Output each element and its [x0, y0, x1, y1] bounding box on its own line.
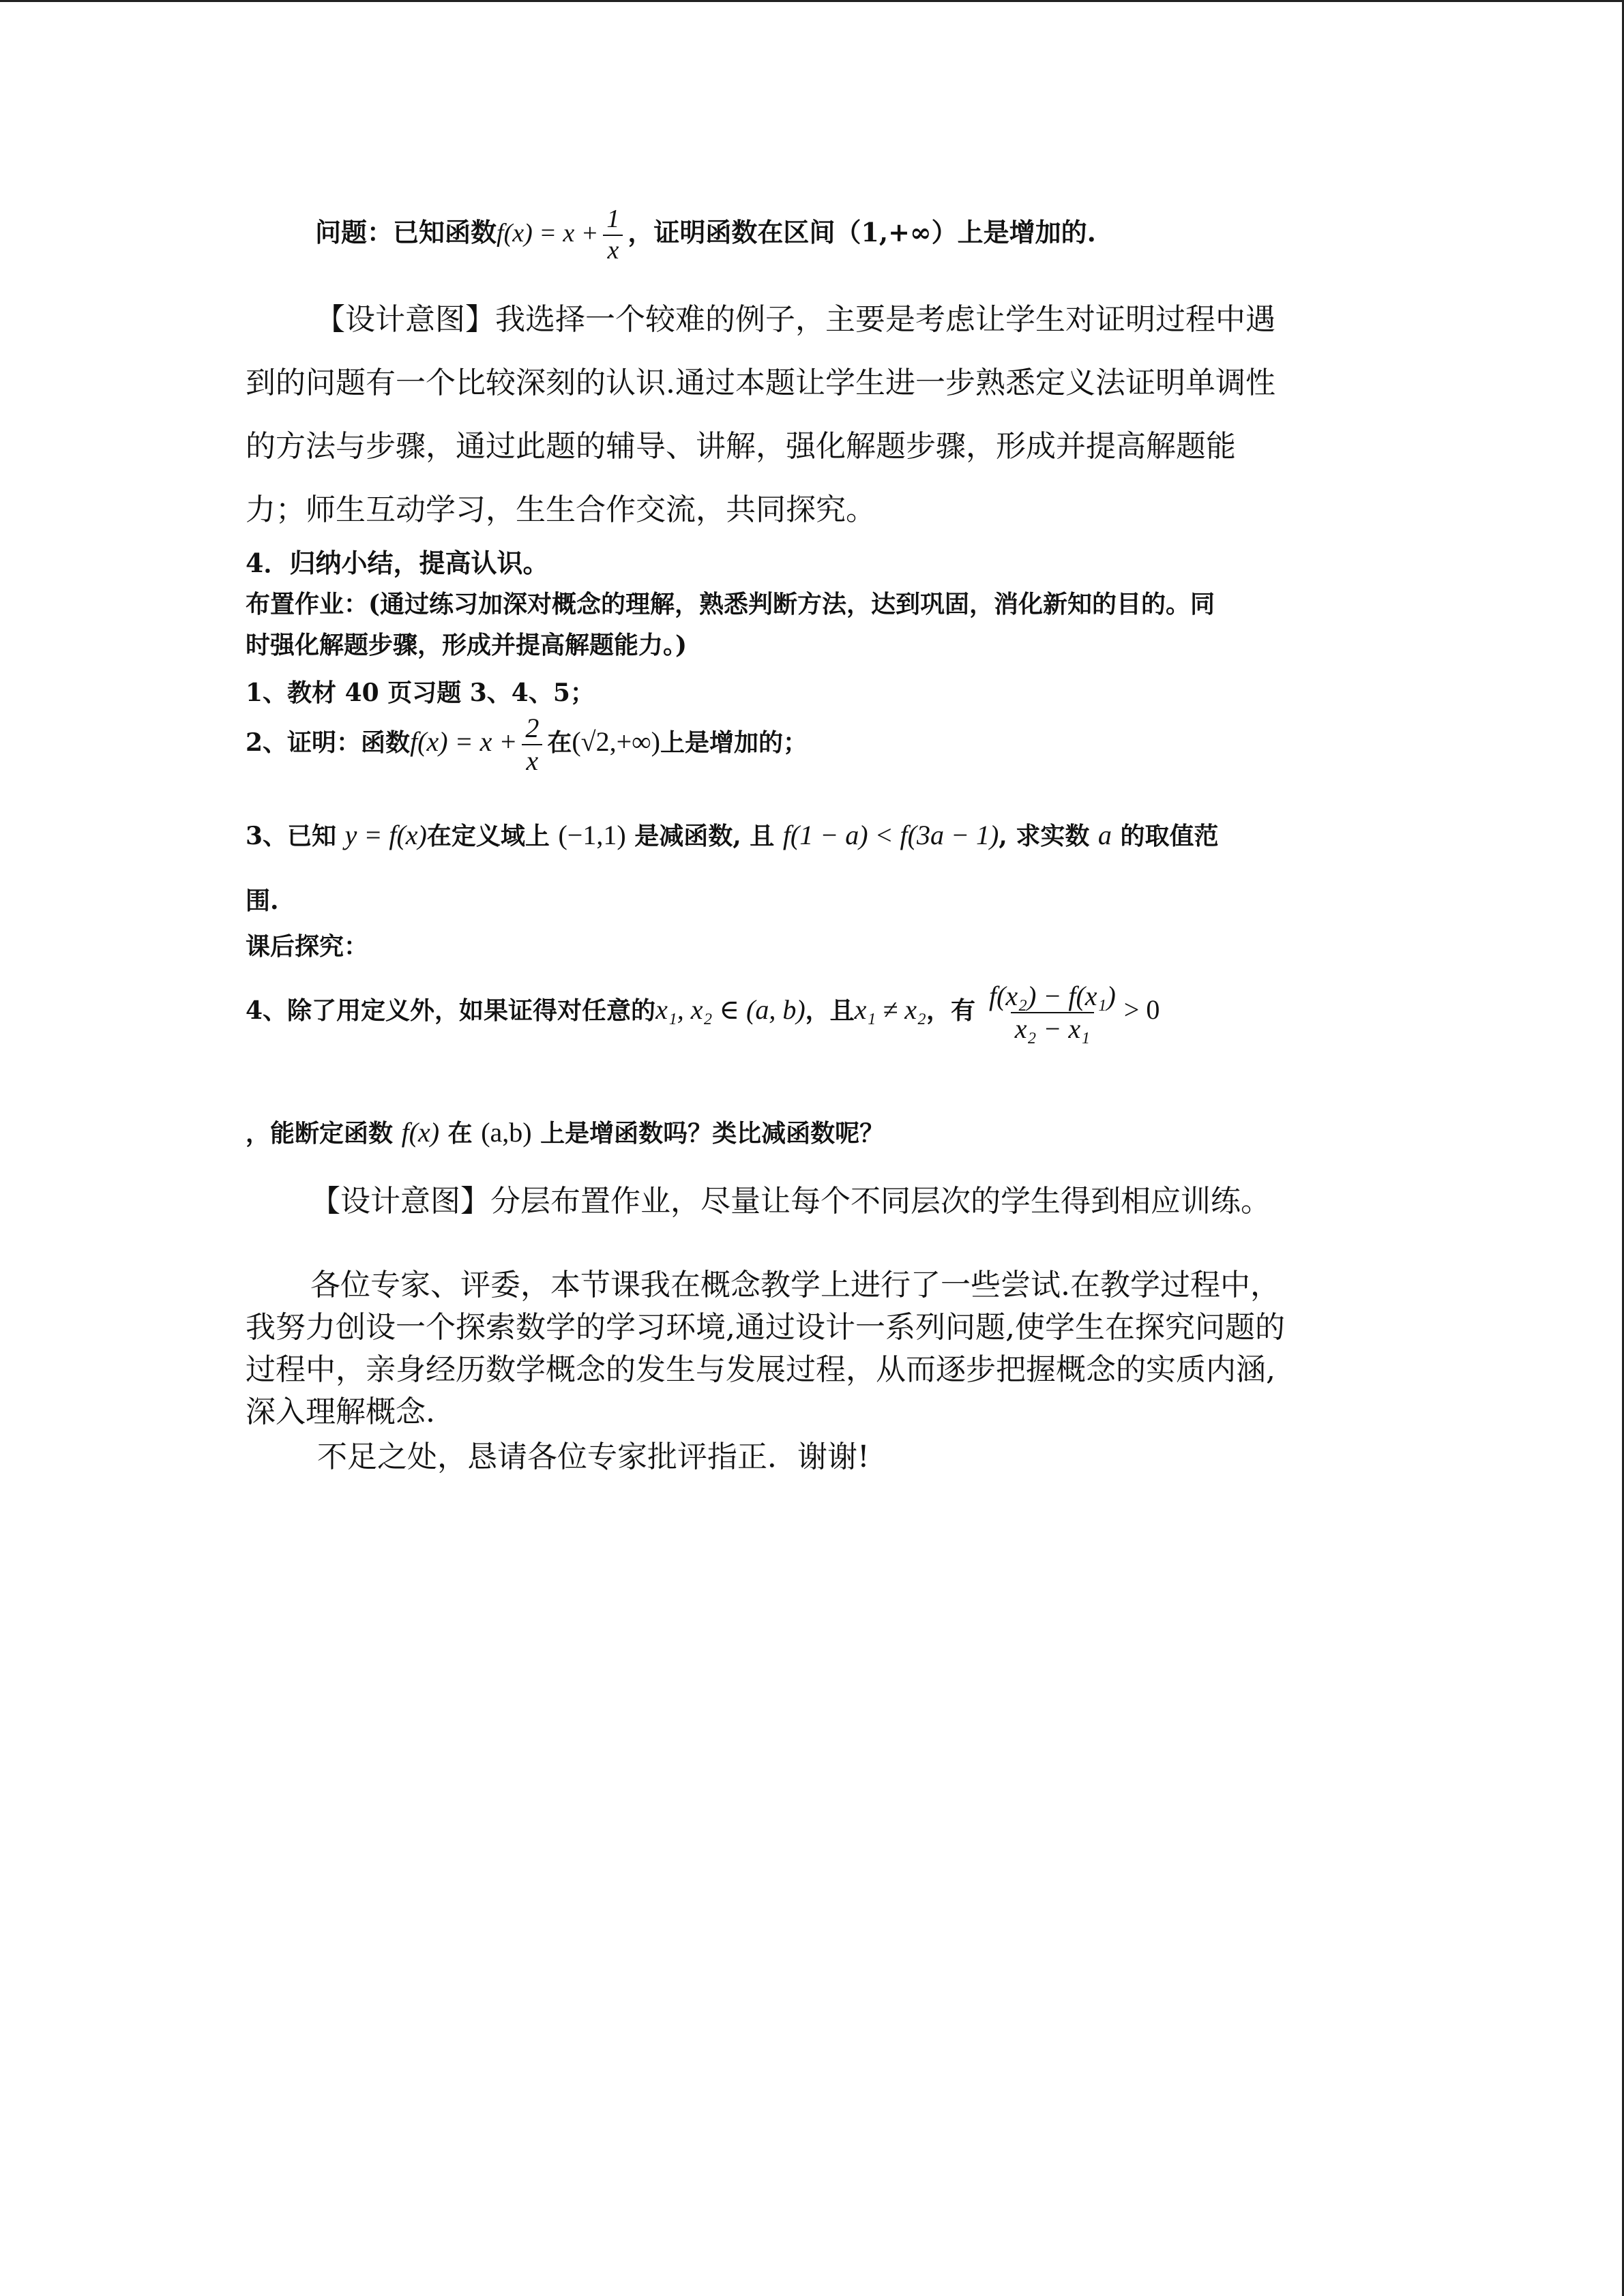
item4-frac-num: f(x₂) − f(x₁) — [988, 981, 1116, 1011]
homework-item3-inequality: f(1 − a) < f(3a − 1) — [782, 820, 999, 850]
homework-item2 — [246, 713, 808, 777]
homework-item2-mid: 在 — [547, 728, 572, 757]
closing-line4: 深入理解概念. — [246, 1395, 435, 1429]
closing-line2: 我努力创设一个探索数学的学习环境,通过设计一系列问题,使学生在探究问题的 — [246, 1310, 1285, 1345]
homework-item2-fraction — [521, 713, 543, 777]
item4-have: ，有 — [926, 996, 975, 1025]
design-intent-2: 【设计意图】分层布置作业，尽量让每个不同层次的学生得到相应训练。 — [310, 1184, 1271, 1219]
homework-item3-mid3: , 求实数 — [999, 822, 1090, 850]
item4-frac-den: x₂ − x₁ — [1011, 1012, 1094, 1045]
homework-intro-line2: 时强化解题步骤，形成并提高解题能力。) — [246, 631, 688, 659]
item4-wrap-fn: f(x) — [401, 1117, 440, 1148]
homework-item3-lead: 3、已知 — [246, 822, 337, 850]
problem-tail: ，证明函数在区间（1,+∞）上是增加的. — [628, 217, 1096, 248]
homework-item3-wrap: 围. — [246, 886, 279, 915]
item4-wrap-int: (a,b) — [481, 1117, 532, 1148]
homework-item3-mid1: 在定义域上 — [426, 822, 550, 850]
design-intent-1-line1: 【设计意图】我选择一个较难的例子，主要是考虑让学生对证明过程中遇 — [315, 302, 1275, 337]
problem-function: f(x) = x + — [497, 219, 599, 248]
design-intent-1-line4: 力；师生互动学习，生生合作交流，共同探究。 — [246, 492, 876, 527]
item4-vars: x₁, x₂ ∈ (a, b) — [655, 994, 806, 1025]
item4-neq: x₁ ≠ x₂ — [854, 994, 926, 1025]
design-intent-1-line3: 的方法与步骤，通过此题的辅导、讲解，强化解题步骤，形成并提高解题能 — [246, 429, 1236, 464]
item4-wrap-mid: 在 — [447, 1119, 473, 1148]
problem-frac-den: x — [603, 235, 623, 266]
homework-item3 — [246, 817, 1218, 852]
closing-line3: 过程中，亲身经历数学概念的发生与发展过程，从而逐步把握概念的实质内涵, — [246, 1352, 1275, 1387]
homework-item2-function: f(x) = x + — [410, 726, 518, 757]
homework-item3-tail: 的取值范 — [1120, 822, 1219, 850]
section4-heading: 4．归纳小结，提高认识。 — [246, 548, 549, 578]
homework-item3-mid2: 是减函数, 且 — [634, 822, 775, 850]
homework-item2-interval: (√2,+∞) — [572, 726, 660, 757]
homework-item2-tail: 上是增加的； — [660, 728, 808, 757]
problem-lead: 问题：已知函数 — [315, 217, 497, 248]
homework-item3-function: y = f(x) — [344, 820, 427, 850]
item4-gt: > 0 — [1123, 994, 1160, 1025]
item4-and: ，且 — [805, 996, 855, 1025]
after-class-item4-wrap — [246, 1114, 884, 1149]
item4-wrap-tail: 上是增函数吗？类比减函数呢？ — [540, 1119, 885, 1148]
design-intent-1-line2: 到的问题有一个比较深刻的认识.通过本题让学生进一步熟悉定义法证明单调性 — [246, 366, 1275, 400]
problem-frac-num: 1 — [606, 205, 620, 233]
after-class-heading: 课后探究： — [246, 932, 369, 961]
closing-line1: 各位专家、评委，本节课我在概念教学上进行了一些尝试.在教学过程中， — [310, 1268, 1280, 1302]
homework-item1: 1、教材 40 页习题 3、4、5； — [246, 679, 595, 707]
homework-intro-line1: 布置作业：(通过练习加深对概念的理解，熟悉判断方法，达到巩固，消化新知的目的。同 — [246, 590, 1215, 618]
problem-statement — [315, 205, 1096, 265]
homework-item2-frac-num: 2 — [525, 713, 540, 743]
homework-item3-var: a — [1097, 820, 1112, 850]
homework-item2-frac-den: x — [522, 744, 542, 777]
item4-lead: 4、除了用定义外，如果证得对任意的 — [246, 996, 656, 1025]
page-border-top — [0, 0, 1624, 2]
problem-fraction — [602, 205, 623, 265]
item4-wrap-lead: ，能断定函数 — [246, 1119, 394, 1148]
homework-item2-lead: 2、证明：函数 — [246, 728, 411, 757]
after-class-item4 — [246, 981, 1160, 1045]
homework-item3-domain: (−1,1) — [558, 820, 626, 850]
closing-line5: 不足之处，恳请各位专家批评指正．谢谢! — [317, 1440, 870, 1474]
item4-fraction — [985, 981, 1120, 1045]
